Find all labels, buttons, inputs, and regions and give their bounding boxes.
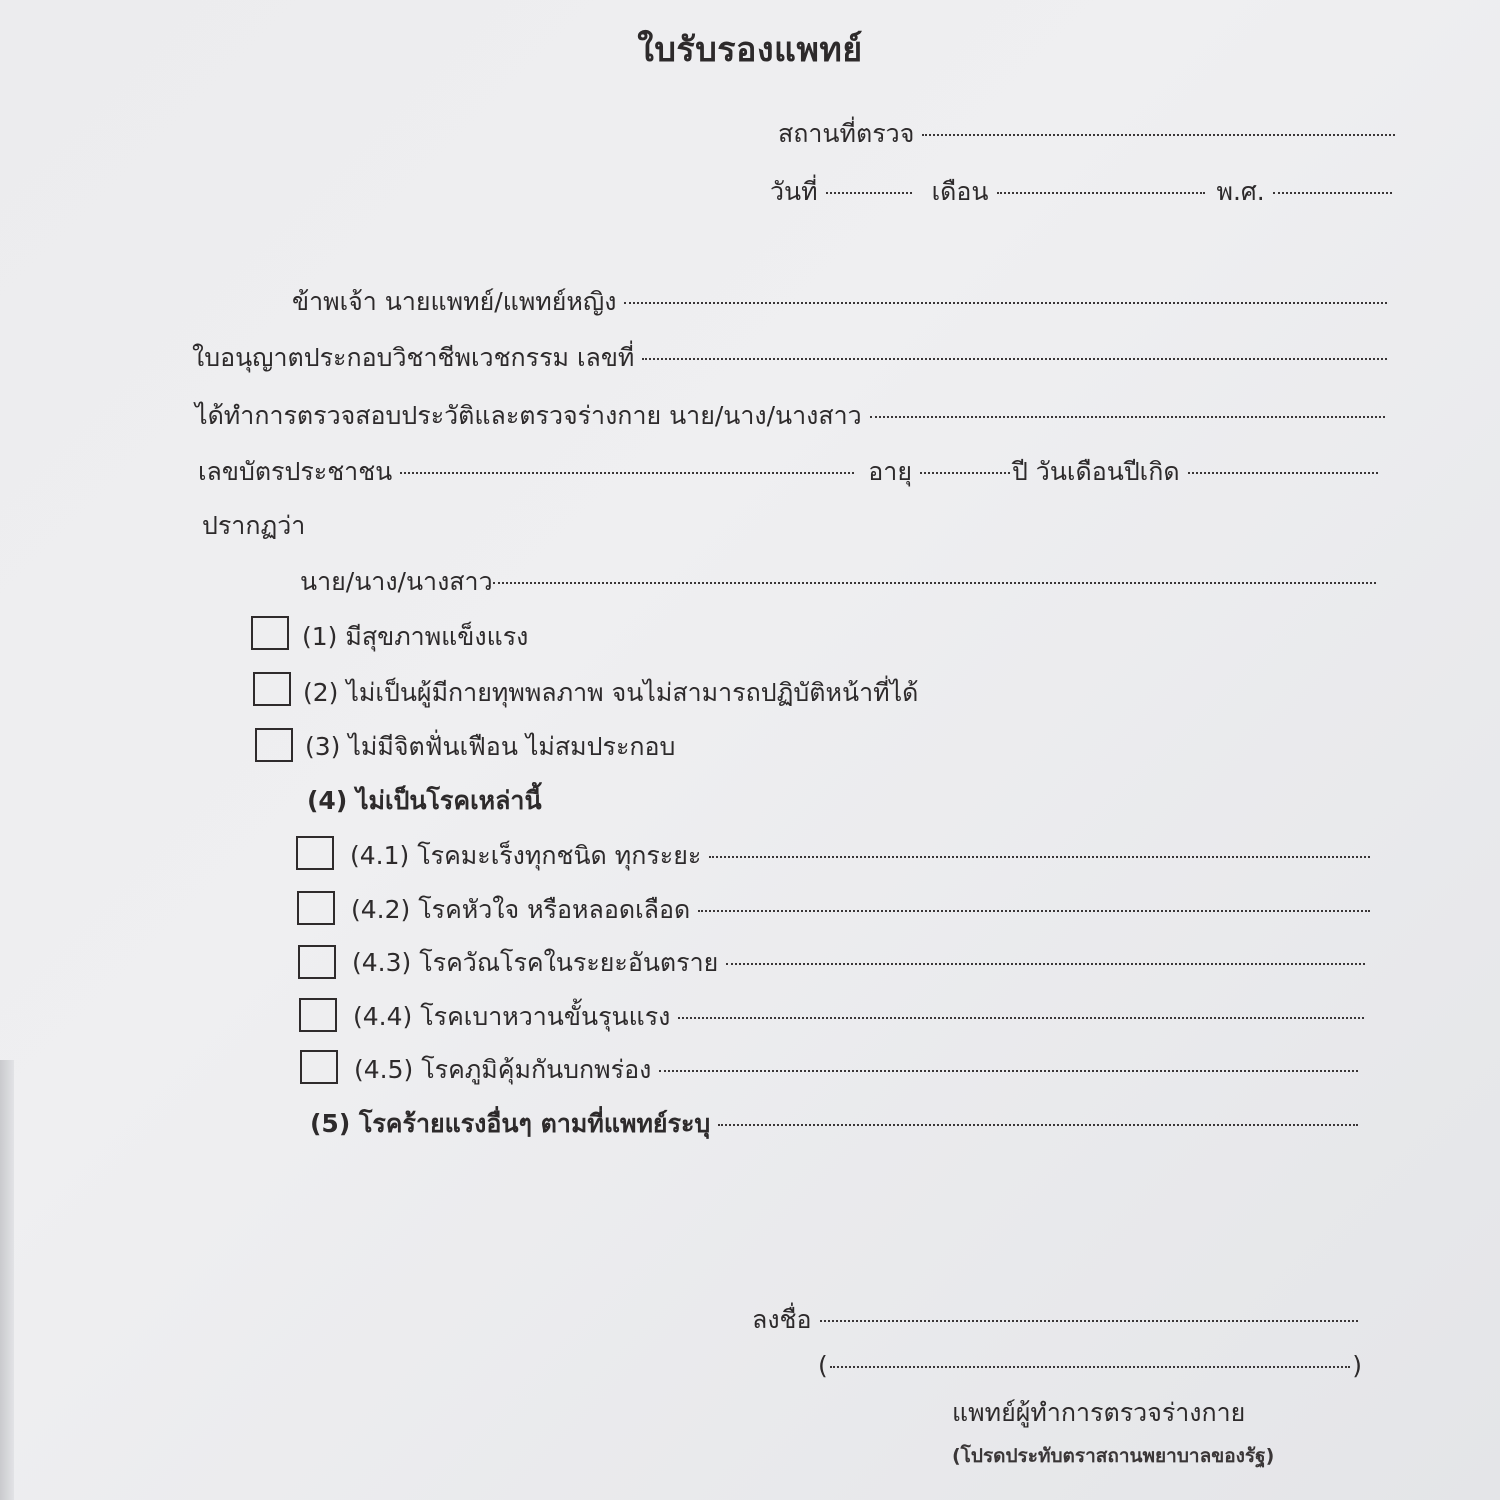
- doctor-name-field[interactable]: [624, 302, 1387, 304]
- disease-4-2-row: [351, 894, 1370, 926]
- item-2-checkbox[interactable]: [253, 672, 291, 706]
- disease-4-1-label: (4.1) โรคมะเร็งทุกชนิด ทุกระยะ: [350, 841, 702, 870]
- signature-field[interactable]: [820, 1320, 1358, 1322]
- day-label: วันที่: [770, 177, 818, 206]
- date-row: [770, 176, 1392, 208]
- month-field[interactable]: [997, 192, 1205, 194]
- year-label: พ.ศ.: [1216, 177, 1265, 206]
- doctor-row: [292, 286, 1387, 318]
- license-label: ใบอนุญาตประกอบวิชาชีพเวชกรรม เลขที่: [192, 343, 635, 372]
- disease-4-5-field[interactable]: [659, 1070, 1358, 1072]
- birth-date-field[interactable]: [1188, 472, 1378, 474]
- disease-4-2-label: (4.2) โรคหัวใจ หรือหลอดเลือด: [351, 895, 691, 924]
- disease-4-3-label: (4.3) โรควัณโรคในระยะอันตราย: [352, 948, 719, 977]
- month-label: เดือน: [931, 177, 989, 206]
- other-disease-row: [310, 1108, 1358, 1140]
- other-disease-label: (5) โรคร้ายแรงอื่นๆ ตามที่แพทย์ระบุ: [310, 1109, 711, 1138]
- examined-label: ได้ทำการตรวจสอบประวัติและตรวจร่างกาย นาย/นาง/นางสาว: [195, 401, 862, 430]
- item-1-label: (1) มีสุขภาพแข็งแรง: [302, 622, 529, 651]
- appears-label: ปรากฏว่า: [202, 511, 306, 540]
- disease-4-4-row: [353, 1001, 1364, 1033]
- disease-4-4-checkbox[interactable]: [299, 998, 337, 1032]
- disease-4-1-field[interactable]: [709, 856, 1370, 858]
- signature-label: ลงชื่อ: [752, 1305, 812, 1334]
- id-row: [198, 456, 1378, 488]
- age-field[interactable]: [920, 472, 1010, 474]
- page-edge-shadow: [0, 1060, 14, 1500]
- license-row: [192, 342, 1387, 374]
- disease-4-4-field[interactable]: [678, 1017, 1364, 1019]
- examined-row: [195, 400, 1385, 432]
- id-card-field[interactable]: [400, 472, 854, 474]
- item-2-label: (2) ไม่เป็นผู้มีกายทุพพลภาพ จนไม่สามารถปฏิบัติหน้าที่ได้: [303, 678, 919, 707]
- disease-heading: (4) ไม่เป็นโรคเหล่านี้: [307, 786, 542, 815]
- signature-row: [752, 1304, 1358, 1336]
- printed-name-row: [818, 1350, 1362, 1382]
- paren-open: (: [818, 1351, 828, 1380]
- person-name-field[interactable]: [493, 582, 1376, 584]
- year-field[interactable]: [1273, 192, 1392, 194]
- printed-name-field[interactable]: [830, 1366, 1350, 1368]
- place-field[interactable]: [922, 134, 1395, 136]
- age-label: อายุ: [868, 457, 912, 486]
- disease-4-4-label: (4.4) โรคเบาหวานขั้นรุนแรง: [353, 1002, 671, 1031]
- disease-4-5-label: (4.5) โรคภูมิคุ้มกันบกพร่อง: [354, 1055, 652, 1084]
- disease-4-3-field[interactable]: [726, 963, 1365, 965]
- place-row: [778, 118, 1395, 150]
- stamp-note: (โปรดประทับตราสถานพยาบาลของรัฐ): [952, 1445, 1275, 1467]
- doctor-role: แพทย์ผู้ทำการตรวจร่างกาย: [952, 1398, 1246, 1427]
- day-field[interactable]: [826, 192, 912, 194]
- item-1-checkbox[interactable]: [251, 616, 289, 650]
- disease-4-3-row: [352, 947, 1365, 979]
- paren-close: ): [1352, 1351, 1362, 1380]
- disease-4-2-field[interactable]: [698, 910, 1370, 912]
- disease-4-1-row: [350, 840, 1370, 872]
- disease-4-5-checkbox[interactable]: [300, 1050, 338, 1084]
- item-3-label: (3) ไม่มีจิตฟั่นเฟือน ไม่สมประกอบ: [305, 732, 676, 761]
- birth-label: ปี วันเดือนปีเกิด: [1011, 457, 1180, 486]
- item-3-checkbox[interactable]: [255, 728, 293, 762]
- person-label: นาย/นาง/นางสาว: [300, 567, 493, 596]
- disease-4-3-checkbox[interactable]: [298, 945, 336, 979]
- patient-name-field[interactable]: [870, 416, 1385, 418]
- disease-4-5-row: [354, 1054, 1358, 1086]
- disease-4-2-checkbox[interactable]: [297, 891, 335, 925]
- disease-4-1-checkbox[interactable]: [296, 836, 334, 870]
- id-card-label: เลขบัตรประชาชน: [198, 457, 393, 486]
- other-disease-field[interactable]: [718, 1124, 1358, 1126]
- doctor-label: ข้าพเจ้า นายแพทย์/แพทย์หญิง: [292, 287, 617, 316]
- person-row: [300, 566, 1376, 598]
- document-title: ใบรับรองแพทย์: [637, 30, 863, 70]
- license-number-field[interactable]: [642, 358, 1387, 360]
- place-label: สถานที่ตรวจ: [778, 119, 915, 148]
